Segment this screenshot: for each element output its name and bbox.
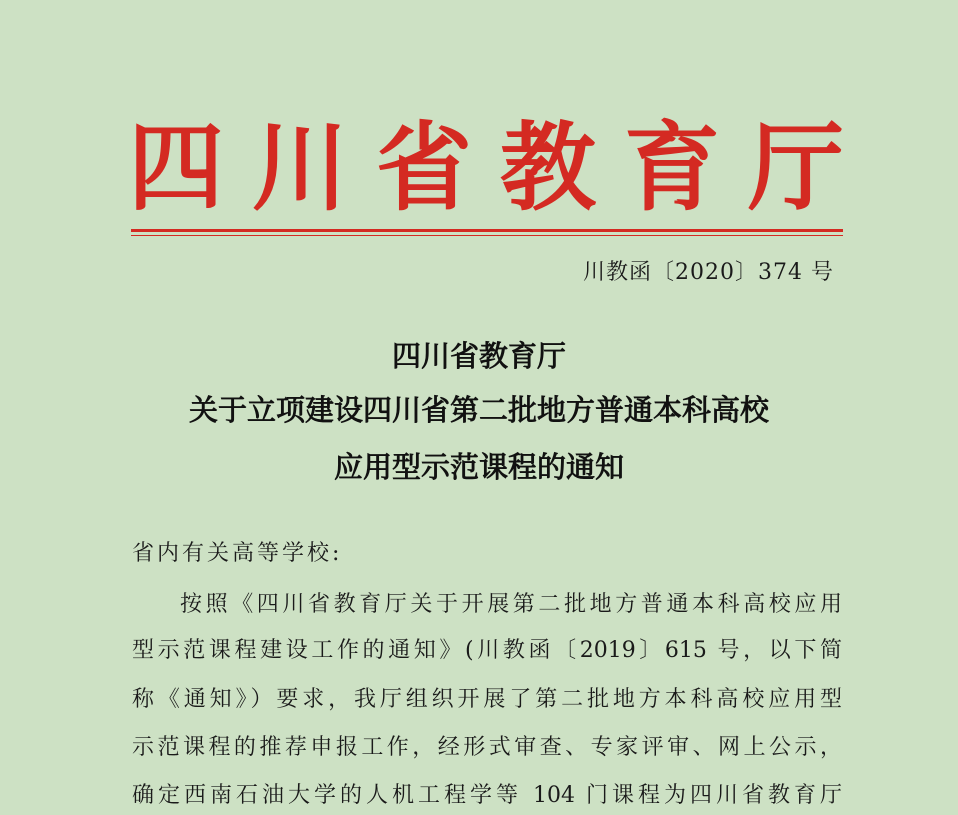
document-title-line-3: 应用型示范课程的通知 [333,450,624,484]
issuer-char: 育 [624,112,720,224]
issuer-char: 省 [376,112,472,224]
body-paragraph-line: 称《通知》）要求，我厅组织开展了第二批地方本科高校应用型 [132,687,842,712]
salutation: 省内有关高等学校: [132,541,343,566]
issuer-char: 教 [500,112,596,224]
issuer-char: 川 [252,112,348,224]
issuer-header-title [128,108,844,228]
body-paragraph-line: 确定西南石油大学的人机工程学等 104 门课程为四川省教育厅 [132,783,842,808]
document-number: 川教函〔2020〕374 号 [583,260,834,285]
header-divider-thick [131,229,843,232]
body-paragraph-line: 按照《四川省教育厅关于开展第二批地方普通本科高校应用 [180,592,842,617]
header-divider-thin [131,235,843,236]
issuer-char: 四 [128,112,224,224]
issuer-char: 厅 [748,112,844,224]
document-title-line-2: 关于立项建设四川省第二批地方普通本科高校 [188,393,769,427]
document-title-line-1: 四川省教育厅 [391,339,566,373]
body-paragraph-line: 型示范课程建设工作的通知》(川教函〔2019〕615 号，以下简 [132,638,842,663]
body-paragraph-line: 示范课程的推荐申报工作，经形式审查、专家评审、网上公示， [132,735,842,760]
